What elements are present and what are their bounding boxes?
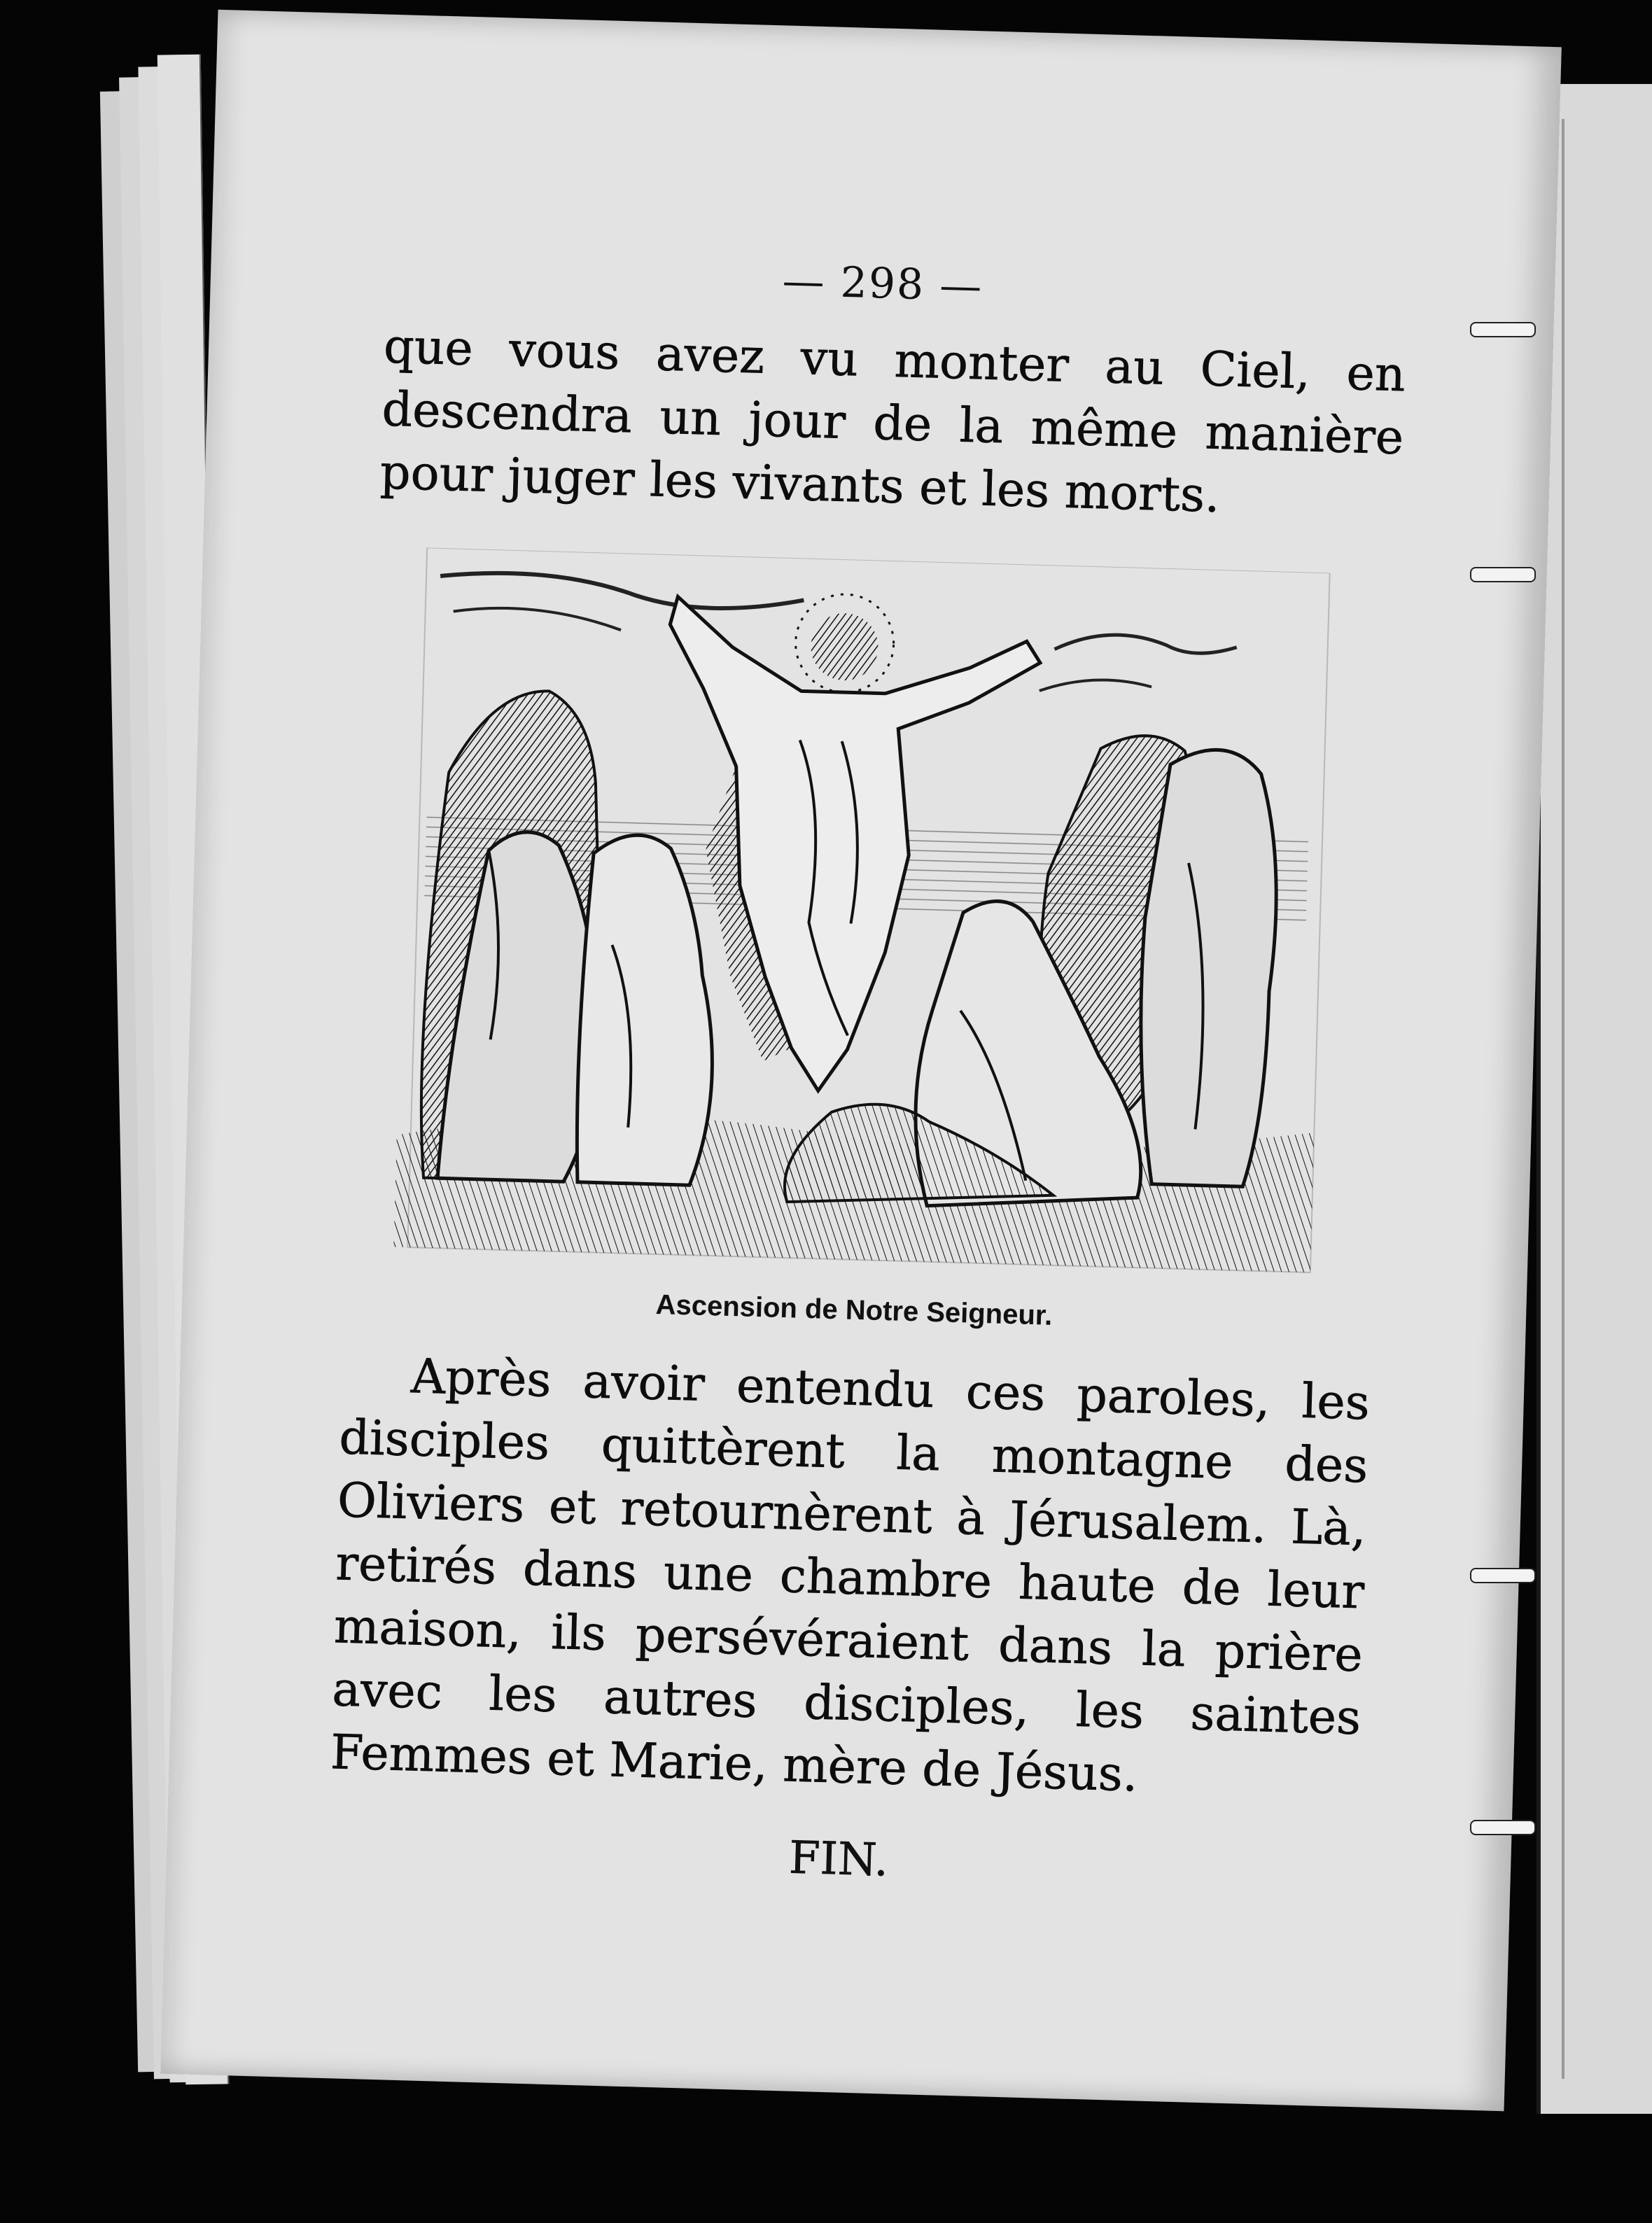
paragraph-bottom: Après avoir entendu ces paroles, les disciples quittèrent la montagne des Oliviers et retournèrent à Jérusalem. Là, retirés dans une chambre haute de leur maison, ils persévéraient dans la prière avec les autres disciples, les saintes Femmes et Marie, mère de Jésus. bbox=[329, 1349, 1371, 1803]
book-page bbox=[160, 10, 1562, 2111]
facing-page-gutter-line bbox=[1562, 119, 1564, 2079]
binding-thread bbox=[1470, 567, 1536, 582]
facing-page bbox=[1536, 84, 1652, 2114]
ascension-engraving bbox=[393, 547, 1337, 1279]
end-mark: FIN. bbox=[788, 1832, 890, 1887]
binding-thread bbox=[1470, 1820, 1536, 1835]
page-number: — 298 — bbox=[781, 256, 984, 311]
illustration-caption: Ascension de Notre Seigneur. bbox=[655, 1289, 1053, 1331]
binding-thread bbox=[1470, 1568, 1536, 1583]
paragraph-top: que vous avez vu monter au Ciel, en descendra un jour de la même manière pour juger les vivants et les morts. bbox=[379, 318, 1406, 524]
binding-thread bbox=[1470, 322, 1536, 337]
